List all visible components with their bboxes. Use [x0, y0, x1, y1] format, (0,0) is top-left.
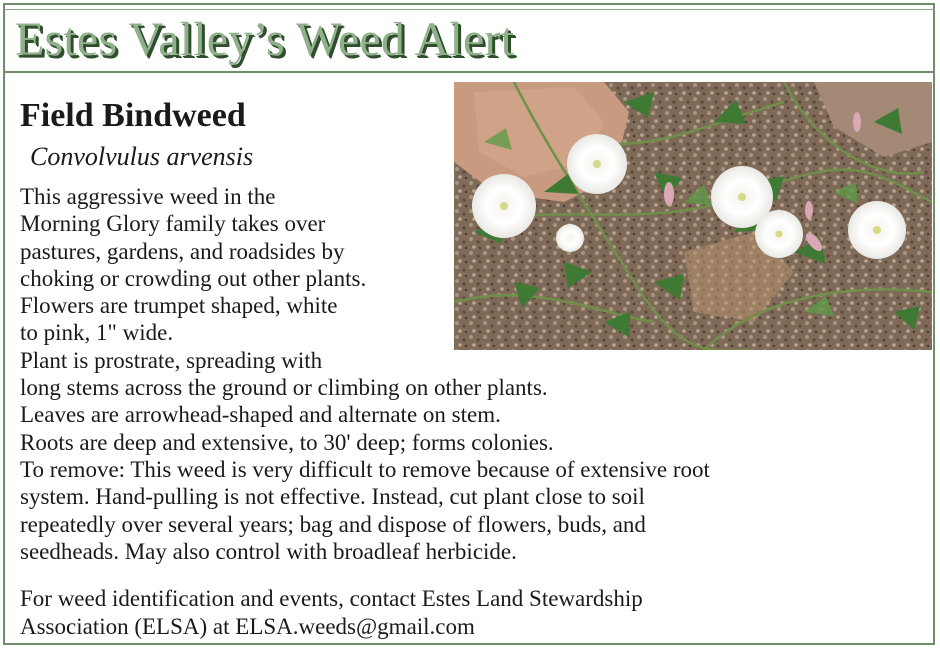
page-title: Estes Valley’s Weed Alert [15, 13, 515, 66]
description-line: seedheads. May also control with broadleaf herbicide. [20, 538, 517, 564]
contact-info [20, 585, 920, 640]
description [20, 183, 920, 565]
description-line: Morning Glory family takes over [20, 211, 326, 237]
masthead-top-rule [5, 9, 935, 10]
description-line: repeatedly over several years; bag and dispose of flowers, buds, and [20, 511, 646, 537]
description-line: Plant is prostrate, spreading with [20, 347, 323, 373]
description-line: To remove: This weed is very difficult to remove because of extensive root [20, 456, 710, 482]
description-line: Leaves are arrowhead-shaped and alternate on stem. [20, 402, 501, 428]
weed-common-name: Field Bindweed [20, 97, 246, 134]
description-line: pastures, gardens, and roadsides by [20, 238, 345, 264]
description-line: Flowers are trumpet shaped, white [20, 293, 338, 319]
description-line: long stems across the ground or climbing on other plants. [20, 375, 548, 401]
contact-line: Association (ELSA) at ELSA.weeds@gmail.com [20, 613, 475, 639]
description-line: to pink, 1" wide. [20, 320, 174, 346]
description-line: system. Hand-pulling is not effective. Instead, cut plant close to soil [20, 484, 645, 510]
masthead [5, 5, 935, 73]
description-line: Roots are deep and extensive, to 30' deep; forms colonies. [20, 429, 554, 455]
description-line: choking or crowding out other plants. [20, 265, 367, 291]
description-line: This aggressive weed in the [20, 184, 276, 209]
contact-line: For weed identification and events, contact Estes Land Stewardship [20, 586, 643, 611]
weed-scientific-name: Convolvulus arvensis [30, 142, 254, 171]
